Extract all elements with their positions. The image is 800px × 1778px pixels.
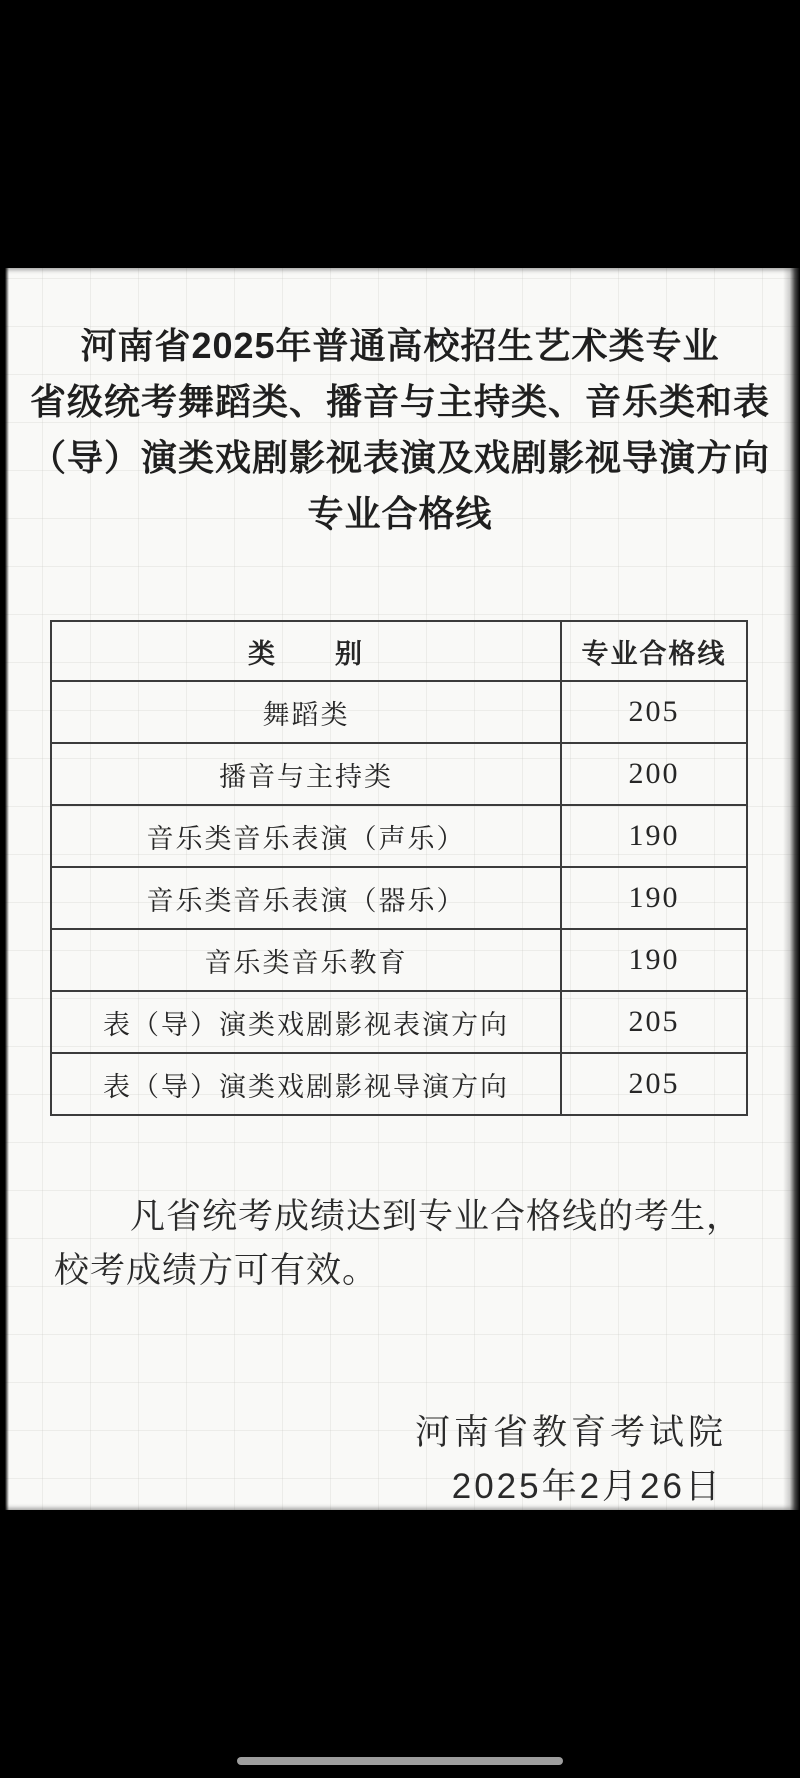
table-header-row bbox=[51, 621, 747, 681]
cutoff-cell: 205 bbox=[561, 991, 747, 1053]
category-cell: 音乐类音乐表演（器乐） bbox=[51, 867, 561, 929]
table-row bbox=[51, 681, 747, 743]
category-cell: 音乐类音乐教育 bbox=[51, 929, 561, 991]
table-row bbox=[51, 743, 747, 805]
title-line-2: 省级统考舞蹈类、播音与主持类、音乐类和表 bbox=[29, 381, 770, 422]
category-cell: 音乐类音乐表演（声乐） bbox=[51, 805, 561, 867]
signature-block bbox=[0, 1406, 800, 1514]
signature-org: 河南省教育考试院 bbox=[414, 1413, 727, 1452]
category-cell: 表（导）演类戏剧影视导演方向 bbox=[51, 1053, 561, 1115]
table-row bbox=[51, 929, 747, 991]
cutoff-cell: 190 bbox=[561, 929, 747, 991]
cutoff-cell: 190 bbox=[561, 805, 747, 867]
letterbox-bottom bbox=[0, 1510, 800, 1778]
cutoff-cell: 205 bbox=[561, 681, 747, 743]
cutoff-score-table bbox=[50, 620, 748, 1116]
home-indicator-bar[interactable] bbox=[237, 1757, 563, 1765]
cutoff-cell: 205 bbox=[561, 1053, 747, 1115]
title-line-3: （导）演类戏剧影视表演及戏剧影视导演方向 bbox=[29, 437, 770, 478]
table-row bbox=[51, 1053, 747, 1115]
table-row bbox=[51, 805, 747, 867]
table-row bbox=[51, 991, 747, 1053]
category-cell: 舞蹈类 bbox=[51, 681, 561, 743]
note-line-2: 校考成绩方可有效。 bbox=[54, 1251, 379, 1290]
signature-date: 2025年2月26日 bbox=[451, 1467, 723, 1506]
category-cell: 表（导）演类戏剧影视表演方向 bbox=[51, 991, 561, 1053]
note-paragraph bbox=[54, 1190, 746, 1298]
header-cell-cutoff: 专业合格线 bbox=[561, 621, 747, 681]
document-title bbox=[0, 318, 800, 542]
title-line-1: 河南省2025年普通高校招生艺术类专业 bbox=[80, 325, 720, 366]
document-image bbox=[0, 268, 800, 1510]
category-cell: 播音与主持类 bbox=[51, 743, 561, 805]
cutoff-cell: 190 bbox=[561, 867, 747, 929]
cutoff-cell: 200 bbox=[561, 743, 747, 805]
letterbox-top bbox=[0, 0, 800, 268]
header-cell-category: 类 别 bbox=[51, 621, 561, 681]
title-line-4: 专业合格线 bbox=[307, 493, 493, 534]
note-line-1: 凡省统考成绩达到专业合格线的考生， bbox=[130, 1197, 743, 1236]
table-row bbox=[51, 867, 747, 929]
